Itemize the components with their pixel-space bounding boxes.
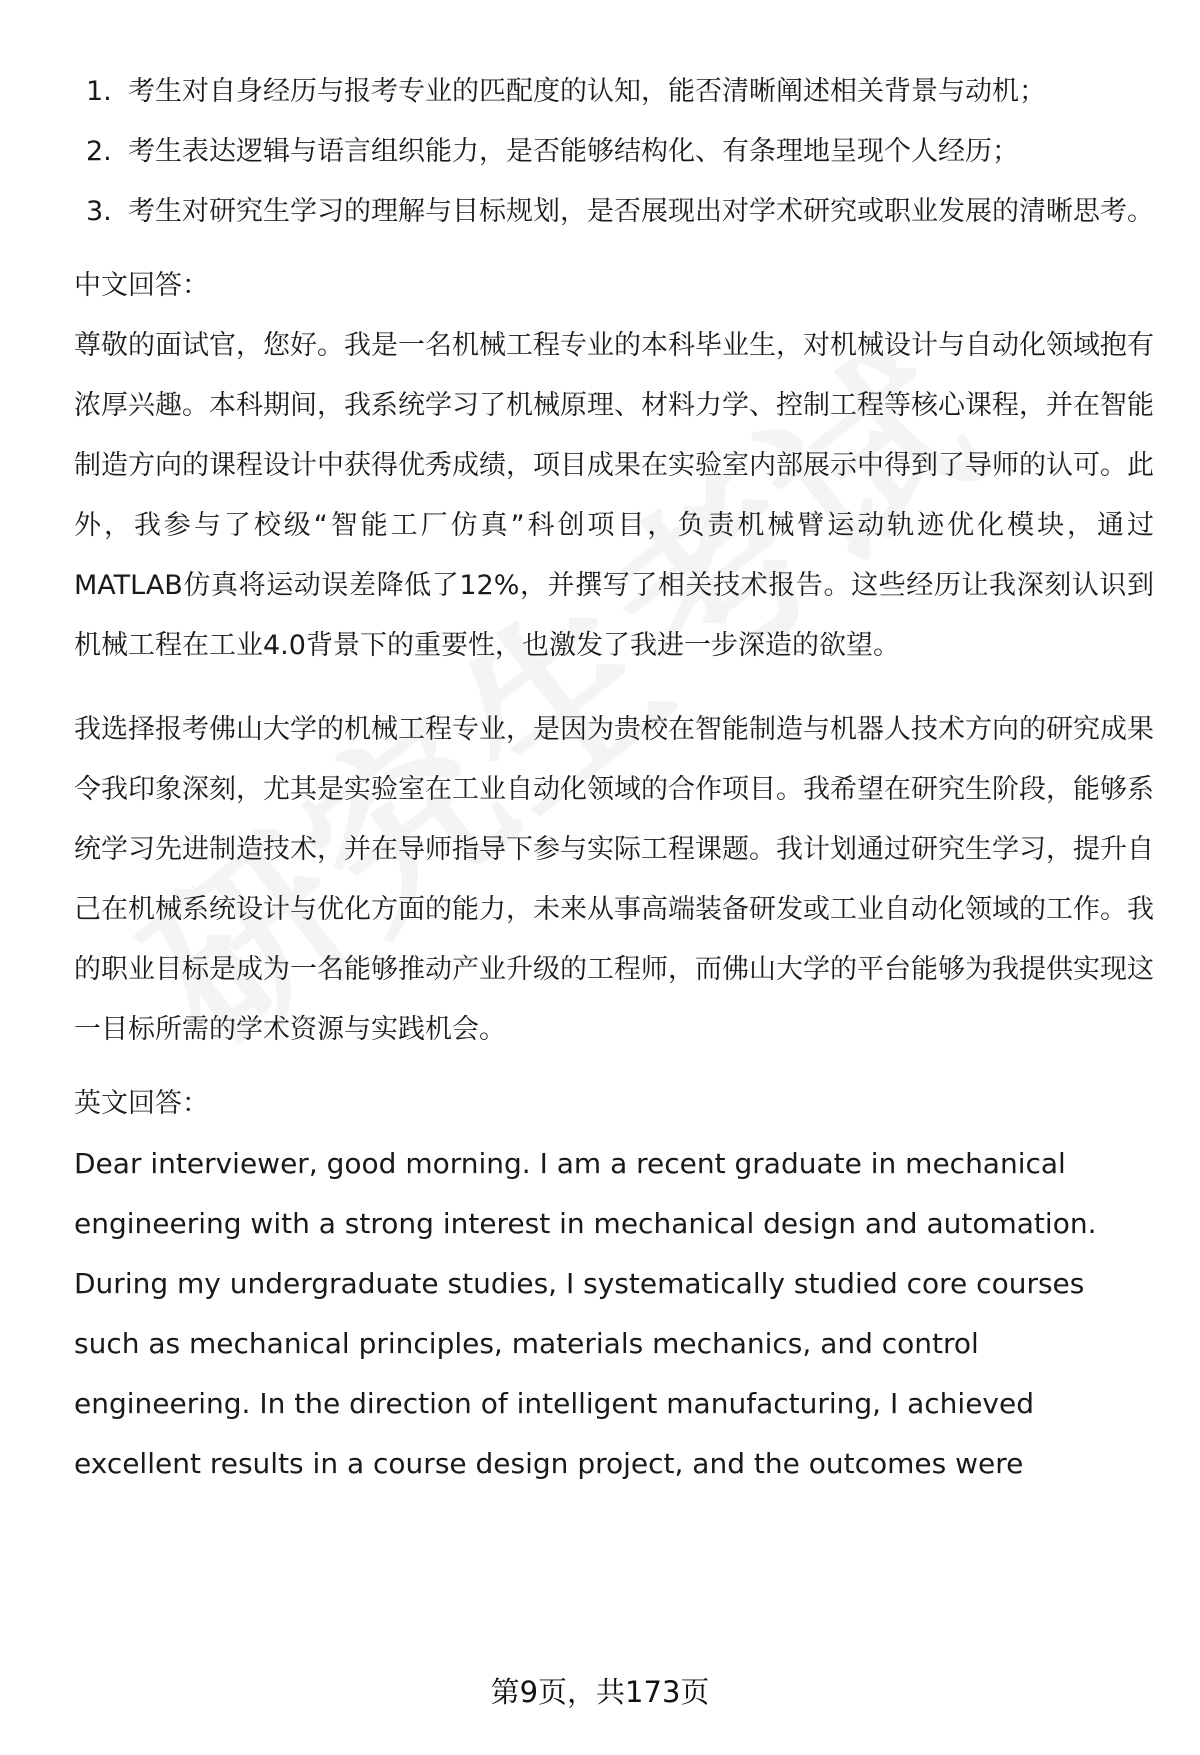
english-answer-paragraph: Dear interviewer, good morning. I am a recent graduate in mechanical engineering with a strong interest in mechanical design and automation. During my undergraduate studies, I systematically studied core courses such as mechanical principles, materials mechanics, and control engineering. In the direction of intelligent manufacturing, I achieved excellent results in a course design project, and the outcomes were: [74, 1147, 1097, 1480]
page-content: [74, 62, 1154, 1494]
criteria-number: 2.: [86, 136, 112, 167]
criteria-text: 考生表达逻辑与语言组织能力，是否能够结构化、有条理地呈现个人经历；: [128, 136, 1019, 167]
english-answer-label: 英文回答：: [74, 1088, 209, 1119]
criteria-number: 3.: [86, 196, 112, 227]
chinese-answer-paragraph-2: 我选择报考佛山大学的机械工程专业，是因为贵校在智能制造与机器人技术方向的研究成果令我印象深刻，尤其是实验室在工业自动化领域的合作项目。我希望在研究生阶段，能够系统学习先进制造技术，并在导师指导下参与实际工程课题。我计划通过研究生学习，提升自己在机械系统设计与优化方面的能力，未来从事高端装备研发或工业自动化领域的工作。我的职业目标是成为一名能够推动产业升级的工程师，而佛山大学的平台能够为我提供实现这一目标所需的学术资源与实践机会。: [74, 714, 1154, 1045]
criteria-number: 1.: [86, 76, 112, 107]
criteria-text: 考生对自身经历与报考专业的匹配度的认知，能否清晰阐述相关背景与动机；: [128, 76, 1046, 107]
chinese-answer-label: 中文回答：: [74, 270, 209, 301]
criteria-text: 考生对研究生学习的理解与目标规划，是否展现出对学术研究或职业发展的清晰思考。: [128, 196, 1154, 227]
criteria-item-2: [74, 122, 1154, 182]
page-number-footer: 第9页，共173页: [490, 1675, 710, 1709]
evaluation-criteria-list: [74, 62, 1154, 242]
chinese-answer-paragraph-1: 尊敬的面试官，您好。我是一名机械工程专业的本科毕业生，对机械设计与自动化领域抱有浓厚兴趣。本科期间，我系统学习了机械原理、材料力学、控制工程等核心课程，并在智能制造方向的课程设计中获得优秀成绩，项目成果在实验室内部展示中得到了导师的认可。此外，我参与了校级“智能工厂仿真”科创项目，负责机械臂运动轨迹优化模块，通过MATLAB仿真将运动误差降低了12%，并撰写了相关技术报告。这些经历让我深刻认识到机械工程在工业4.0背景下的重要性，也激发了我进一步深造的欲望。: [74, 330, 1154, 661]
criteria-item-3: [74, 182, 1154, 242]
criteria-item-1: [74, 62, 1154, 122]
